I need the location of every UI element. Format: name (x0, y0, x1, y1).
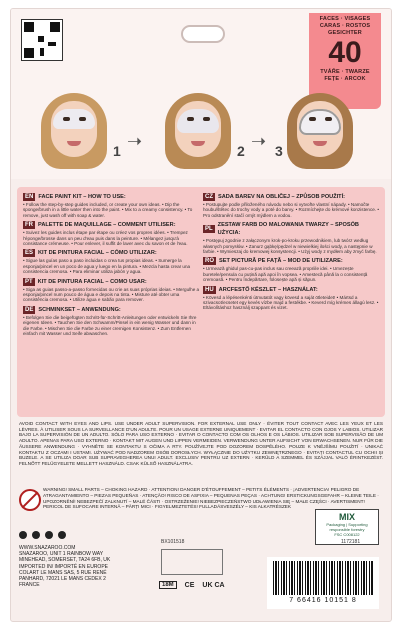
language-code: HU (205, 286, 214, 293)
instruction-body: • Postupujte podle přiloženého návodu nebo si vytvořte vlastní nápady. • Namočte houbu/štětec do trochy vody a poté do barvy. • Rozmíchejte do krémové konzistence. • Pro odstranění stačí omýt mýdlem a vodou. (203, 202, 379, 218)
instructions-column-left (23, 193, 201, 340)
ukca-mark: UK CA (202, 581, 225, 589)
top-section (11, 9, 391, 179)
step-number-3: 3 (275, 143, 283, 159)
ce-mark: CE (184, 581, 195, 589)
instruction-body: • Befolgen Sie die beigefügten Schritt-für-Schritt-Anleitungen oder entwickeln Sie Ihre eigenen Ideen. • Tauchen Sie den Schwamm/Pinsel in ein wenig Wasser und dann in die Farbe. • Mischen Sie die Farbe zu einer cremigen Konsistenz. • Zum Entfernen einfach mit Wasser und Seife abwaschen. (23, 314, 197, 337)
instruction-body: • Sigue las guías paso a paso incluidas o crea tus propias ideas. • Sumerge la esponja/pincel en un poco de agua y luego en la pintura. • Mezcla hasta crear una consistencia cremosa. • Para eliminar utiliza jabón y agua. (23, 258, 191, 275)
recycling-icon (161, 549, 223, 575)
instruction-block (23, 278, 201, 303)
badge-top-text: FACES · VISAGES CARAS · ROSTOS GESICHTER (319, 16, 371, 36)
barcode-bars (273, 561, 373, 595)
step-number-1: 1 (113, 143, 121, 159)
language-code: CZ (205, 194, 213, 200)
safety-warning-text: AVOID CONTACT WITH EYES AND LIPS. USE UNDER ADULT SUPERVISION. FOR EXTERNAL USE ONLY · ÉVITER TOUT CONTACT AVEC LES YEUX ET LES LÈVRES. À UTILISER SOUS LA SURVEILLANCE D'UN ADULTE. POUR UN USAGE EXTERNE UNIQUEMENT · EVITAR EL CONTACTO CON OJOS Y LABIOS. UTILIZAR BAJO LA SUPERVISIÓN DE UN ADULTO. SÓLO PARA USO EXTERNO · EVITAR O CONTACTO COM OS OLHOS E OS LÁBIOS. UTILIZAR SOB SUPERVISÃO DE UM ADULTO. APENAS PARA USO EXTERNO · KONTAKT MIT AUGEN UND LIPPEN VERMEIDEN. VERWENDUNG UNTER AUFSICHT VON ERWACHSENEN. NUR FÜR DIE ÄUSSERE ANWENDUNG · VYHNĚTE SE KONTAKTU S OČIMA A RTY. POUŽÍVEJTE POD DOZOREM DOSPĚLÉHO. POUZE K VNĚJŠÍMU POUŽITÍ · UNIKAĆ KONTAKTU Z OCZAMI I USTAMI. UŻYWAĆ POD NADZOREM OSÓB DOROSŁYCH. WYŁĄCZNIE DO UŻYTKU ZEWNĘTRZNEGO · EVITAȚI CONTACTUL CU OCHII ȘI BUZELE. A SE UTILIZA DOAR SUB SUPRAVEGHEREA UNUI ADULT. EXCLUSIV PENTRU UZ EXTERN · KERÜLD A SZEMMEL ÉS SZÁJJAL VALÓ ÉRINTKEZÉST. FELNŐTT FELÜGYELETE MELLETT HASZNÁLD. CSAK KÜLSŐ HASZNÁLATRA. (19, 421, 383, 466)
age-warning-icon: 18M (159, 581, 177, 589)
arrow-icon: ➝ (127, 131, 143, 151)
instruction-title: KIT DE PINTURA FACIAL – COMO USAR: (37, 278, 147, 285)
face-step-3 (285, 87, 355, 169)
fsc-label: MIX (338, 512, 355, 522)
instruction-title: PALETTE DE MAQUILLAGE – COMMENT UTILISER: (38, 222, 176, 229)
social-icons (19, 531, 66, 539)
instruction-body: • Follow the step-by-step guides included, or create your own ideas. • Dip the sponge/brush in a little water then into the paint. • Mix to a creamy consistency. • To remove, just wash off with soap & water. (23, 202, 193, 218)
instruction-body: • Suivez les guides inclus étape par étape ou créez vos propres idées. • Trempez l'éponge/brosse dans un peu d'eau puis dans la peinture. • Mélangez jusqu'à consistance crémeuse. • Pour enlever, il suffit de laver avec du savon et de l'eau. (23, 230, 188, 247)
language-code: PL (205, 226, 213, 233)
facebook-icon (32, 531, 40, 539)
instruction-title: SCHMINKSET – ANWENDUNG: (38, 306, 121, 313)
instruction-block (23, 193, 201, 218)
choking-warning-text: WARNING! SMALL PARTS – CHOKING HAZARD · ATTENTION! DANGER D'ÉTOUFFEMENT – PETITS ÉLÉMENTS · ¡ADVERTENCIA! PELIGRO DE ATRAGANTAMIENTO – PIEZAS PEQUEÑAS · ATENÇÃO! RISCO DE ASFIXIA – PEQUENAS PEÇAS · ACHTUNG! ERSTICKUNGSGEFAHR – KLEINE TEILE · UPOZORNĚNÍ! NEBEZPEČÍ ZALKNUTÍ – MALÉ ČÁSTI · OSTRZEŻENIE! NIEBEZPIECZEŃSTWO UDŁAWIENIA SIĘ – MAŁE CZĘŚCI · AVERTISMENT! PERICOL DE SUFOCARE INTERNĂ – PĂRȚI MICI · FIGYELMEZTETÉS! FULLADÁSVESZÉLY – KIS ALKATRÉSZEK (43, 487, 379, 510)
language-code: EN (25, 194, 34, 200)
instruction-body: • Postępuj zgodnie z załączonym krok-po-kroku przewodnikiem, lub twórz według własnych pomysłów. • Zanurz gąbkę/pędzel w niewielkiej ilości wody, a następnie w farbie. • Wymieszaj do kremowej konsystencji. • Użyj wody z mydłem aby zmyć farbę. (203, 238, 377, 255)
face-step-2 (163, 87, 233, 169)
product-code: BX101518 (161, 539, 185, 545)
language-code: FR (25, 222, 33, 229)
step-number-2: 2 (237, 143, 245, 159)
compliance-marks (159, 581, 225, 589)
pinterest-icon (19, 531, 27, 539)
instruction-title: ARCFESTŐ KÉSZLET – HASZNÁLAT: (218, 286, 318, 293)
instruction-block (203, 257, 381, 282)
instructions-panel (17, 187, 385, 417)
step-faces (29, 87, 369, 177)
language-code: RO (205, 258, 214, 265)
language-code: PT (25, 278, 33, 285)
instruction-title: ZESTAW FARB DO MALOWANIA TWARZY – SPOSÓB UŻYCIA: (217, 222, 359, 237)
hang-hole (181, 25, 225, 43)
language-code: ES (25, 250, 34, 257)
instruction-body: • Siga as guias passo-a-passo fornecidas ou crie as suas próprias ideias. • Mergulhe a esponja/pincel num pouco de água e depois na tinta. • Misture até obter uma consistência cremosa. • Utilize água e sabão para remover. (23, 286, 200, 303)
barcode (267, 557, 379, 609)
badge-bottom-text: TVÁŘE · TWARZE FEȚE · ARCOK (320, 69, 370, 82)
youtube-icon (58, 531, 66, 539)
instruction-block (203, 193, 381, 218)
instruction-block (23, 249, 201, 274)
packaging-back (10, 8, 392, 622)
qr-code (21, 19, 63, 61)
instagram-icon (45, 531, 53, 539)
instruction-body: • Kövesd a lépésenkénti útmutatót vagy kövesd a saját ötleteidet! • Mártsd a szivacsot/ecsetet egy kevés vízbe majd a festékbe. • Keverd míg krémes állagú lesz. • Eltávolításhoz használj szappant és vizet. (203, 294, 379, 311)
face-step-1 (39, 87, 109, 169)
fsc-code: FSC C008122 (334, 532, 360, 537)
language-code: DE (25, 306, 34, 313)
instruction-title: SADA BAREV NA OBLIČEJ – ZPŮSOB POUŽITÍ: (218, 194, 346, 200)
fsc-text: Packaging | Supporting responsible forestry (326, 522, 368, 532)
instruction-body: • Urmează ghidul pas-cu-pas inclus sau creează propriile idei. • Umezește buretele/pensula cu puțină apă apoi în vopsea. • Amestecă până la o consistență cremoasă. • Pentru îndepărtare, folosește apă și săpun. (203, 266, 368, 283)
instruction-title: KIT DE PINTURA FACIAL – CÓMO UTILIZAR: (38, 250, 157, 257)
arrow-icon: ➝ (251, 131, 267, 151)
choking-hazard-icon (19, 489, 41, 511)
manufacturer-address: WWW.SNAZAROO.COM SNAZAROO, UNIT 1 RAINBOW WAY MINEHEAD, SOMERSET, TA24 6FB, UK IMPORTED IN/ IMPORTÉ EN EUROPE COLART LE MANS SAS, 5 RUE RENÉ PANHARD, 72021 LE MANS CEDEX 2 FRANCE (19, 545, 111, 589)
lot-code: 1172181 (341, 539, 361, 545)
badge-count: 40 (328, 36, 362, 69)
barcode-number: 7 66416 10151 8 (289, 597, 357, 604)
instruction-block (203, 286, 381, 311)
instruction-title: SET PICTURĂ PE FAȚĂ – MOD DE UTILIZARE: (219, 258, 343, 265)
instruction-title: FACE PAINT KIT – HOW TO USE: (38, 194, 126, 200)
instruction-block (23, 221, 201, 246)
instruction-block (203, 221, 381, 254)
instruction-block (23, 306, 201, 337)
instructions-column-right (203, 193, 381, 314)
